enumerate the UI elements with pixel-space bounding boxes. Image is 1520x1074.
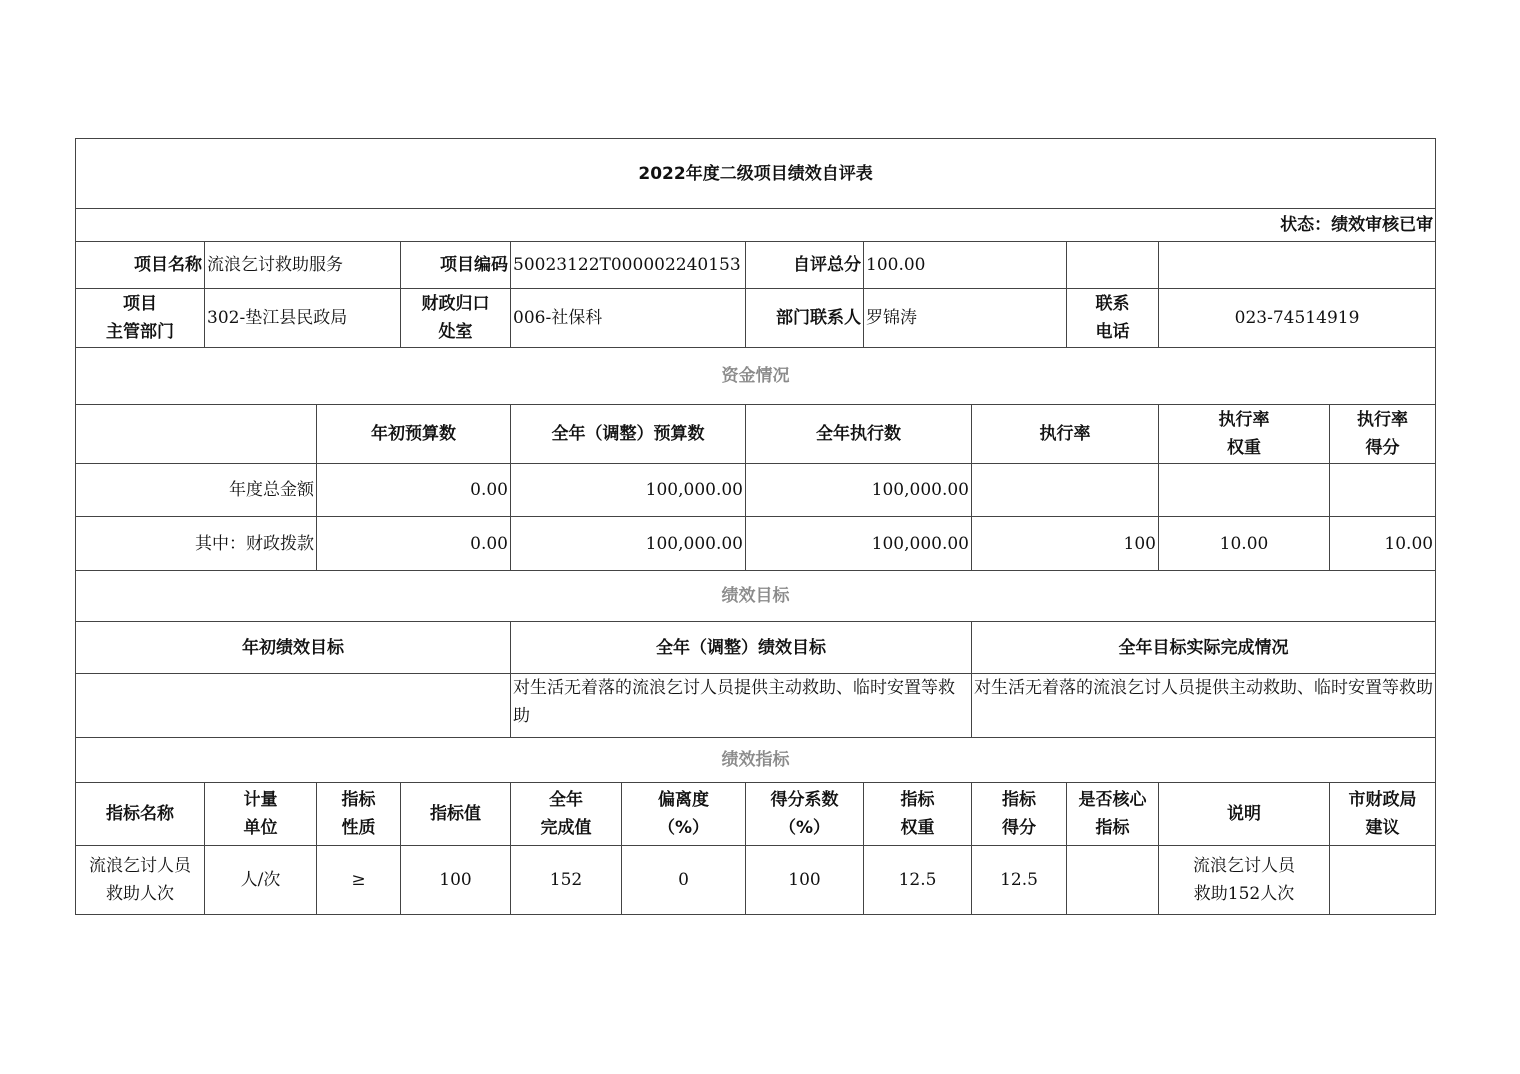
- ind-header-score: [972, 783, 1067, 846]
- funds-weight: 10.00: [1159, 517, 1330, 571]
- header-line: 全年: [549, 790, 583, 810]
- project-code-value: 50023122T000002240153: [511, 242, 746, 289]
- funds-rate: [972, 464, 1159, 517]
- header-line: 单位: [243, 818, 278, 838]
- header-line: （%）: [778, 818, 831, 838]
- ind-header-suggestion: [1330, 783, 1436, 846]
- funds-initial: 0.00: [317, 464, 511, 517]
- empty-cell: [76, 405, 317, 464]
- project-code-label: 项目编码: [401, 242, 511, 289]
- goals-header-adjusted: 全年（调整）绩效目标: [511, 622, 972, 674]
- phone-label-line: 电话: [1095, 322, 1130, 342]
- self-evaluation-table: [75, 138, 1436, 915]
- finance-value: 006-社保科: [511, 289, 746, 348]
- table-title: 2022年度二级项目绩效自评表: [76, 139, 1436, 209]
- funds-section-heading: 资金情况: [76, 348, 1436, 405]
- table-row: [76, 517, 1436, 571]
- header-line: 指标值: [430, 804, 481, 824]
- header-line: 性质: [341, 818, 376, 838]
- ind-deviation: 0: [622, 846, 746, 915]
- funds-initial: 0.00: [317, 517, 511, 571]
- funds-score: 10.00: [1330, 517, 1436, 571]
- header-line: 得分系数: [770, 790, 839, 810]
- header-line: 得分: [1002, 818, 1036, 838]
- header-line: 计量: [243, 790, 278, 810]
- ind-header-deviation: [622, 783, 746, 846]
- header-line: 指标: [341, 790, 376, 810]
- header-line: 得分: [1365, 438, 1400, 458]
- header-line: 执行率: [1218, 410, 1270, 430]
- goals-header-initial: 年初绩效目标: [76, 622, 511, 674]
- contact-value: 罗锦涛: [864, 289, 1067, 348]
- funds-row-label: 年度总金额: [76, 464, 317, 517]
- funds-executed: 100,000.00: [746, 464, 972, 517]
- score-label: 自评总分: [746, 242, 864, 289]
- header-line: 指标: [1095, 818, 1130, 838]
- goals-actual: 对生活无着落的流浪乞讨人员提供主动救助、临时安置等救助: [972, 674, 1436, 738]
- goals-adjusted: 对生活无着落的流浪乞讨人员提供主动救助、临时安置等救助: [511, 674, 972, 738]
- ind-completed: 152: [511, 846, 622, 915]
- header-line: 指标名称: [106, 804, 174, 824]
- funds-rate: 100: [972, 517, 1159, 571]
- ind-suggestion: [1330, 846, 1436, 915]
- ind-coefficient: 100: [746, 846, 864, 915]
- header-line: 完成值: [540, 818, 592, 838]
- ind-note-line: 救助152人次: [1193, 884, 1295, 904]
- table-row: [76, 464, 1436, 517]
- ind-header-core: [1067, 783, 1159, 846]
- ind-value: 100: [401, 846, 511, 915]
- finance-label-line: 处室: [438, 322, 473, 342]
- funds-weight: [1159, 464, 1330, 517]
- status-text: 状态：绩效审核已审: [76, 209, 1436, 242]
- funds-adjusted: 100,000.00: [511, 464, 746, 517]
- ind-name-line: 救助人次: [106, 884, 174, 904]
- header-line: 指标: [1002, 790, 1036, 810]
- phone-value: 023-74514919: [1159, 289, 1436, 348]
- indicators-section-heading: 绩效指标: [76, 738, 1436, 783]
- header-line: 权重: [1227, 438, 1261, 458]
- funds-header-rate-weight: [1159, 405, 1330, 464]
- header-line: 市财政局: [1348, 790, 1417, 810]
- goals-header-actual: 全年目标实际完成情况: [972, 622, 1436, 674]
- empty-cell: [1159, 242, 1436, 289]
- dept-label-line: 项目: [123, 294, 157, 314]
- funds-header-executed: 全年执行数: [746, 405, 972, 464]
- ind-name: [76, 846, 205, 915]
- header-line: 指标: [900, 790, 935, 810]
- ind-header-weight: [864, 783, 972, 846]
- dept-value: 302-垫江县民政局: [205, 289, 401, 348]
- ind-note-line: 流浪乞讨人员: [1193, 856, 1295, 876]
- header-line: 偏离度: [658, 790, 709, 810]
- funds-header-initial: 年初预算数: [317, 405, 511, 464]
- table-row: [76, 846, 1436, 915]
- ind-header-note: [1159, 783, 1330, 846]
- header-line: 建议: [1365, 818, 1400, 838]
- empty-cell: [1067, 242, 1159, 289]
- finance-label: [401, 289, 511, 348]
- ind-weight: 12.5: [864, 846, 972, 915]
- finance-label-line: 财政归口: [421, 294, 490, 314]
- project-name-label: 项目名称: [76, 242, 205, 289]
- ind-header-coefficient: [746, 783, 864, 846]
- ind-nature: ≥: [317, 846, 401, 915]
- ind-unit: 人/次: [205, 846, 317, 915]
- score-value: 100.00: [864, 242, 1067, 289]
- ind-name-line: 流浪乞讨人员: [89, 856, 191, 876]
- dept-label: [76, 289, 205, 348]
- funds-header-rate-score: [1330, 405, 1436, 464]
- funds-executed: 100,000.00: [746, 517, 972, 571]
- header-line: 权重: [900, 818, 935, 838]
- header-line: 说明: [1227, 804, 1261, 824]
- project-name-value: 流浪乞讨救助服务: [205, 242, 401, 289]
- ind-note: [1159, 846, 1330, 915]
- funds-row-label: 其中：财政拨款: [76, 517, 317, 571]
- ind-header-unit: [205, 783, 317, 846]
- funds-adjusted: 100,000.00: [511, 517, 746, 571]
- goals-section-heading: 绩效目标: [76, 571, 1436, 622]
- ind-header-nature: [317, 783, 401, 846]
- funds-header-adjusted: 全年（调整）预算数: [511, 405, 746, 464]
- phone-label-line: 联系: [1095, 294, 1130, 314]
- ind-score: 12.5: [972, 846, 1067, 915]
- funds-score: [1330, 464, 1436, 517]
- ind-header-completed: [511, 783, 622, 846]
- header-line: 是否核心: [1078, 790, 1147, 810]
- phone-label: [1067, 289, 1159, 348]
- header-line: 执行率: [1357, 410, 1409, 430]
- funds-header-rate: 执行率: [972, 405, 1159, 464]
- ind-core: [1067, 846, 1159, 915]
- header-line: （%）: [657, 818, 710, 838]
- ind-header-name: [76, 783, 205, 846]
- dept-label-line: 主管部门: [106, 322, 174, 342]
- contact-label: 部门联系人: [746, 289, 864, 348]
- ind-header-value: [401, 783, 511, 846]
- goals-initial: [76, 674, 511, 738]
